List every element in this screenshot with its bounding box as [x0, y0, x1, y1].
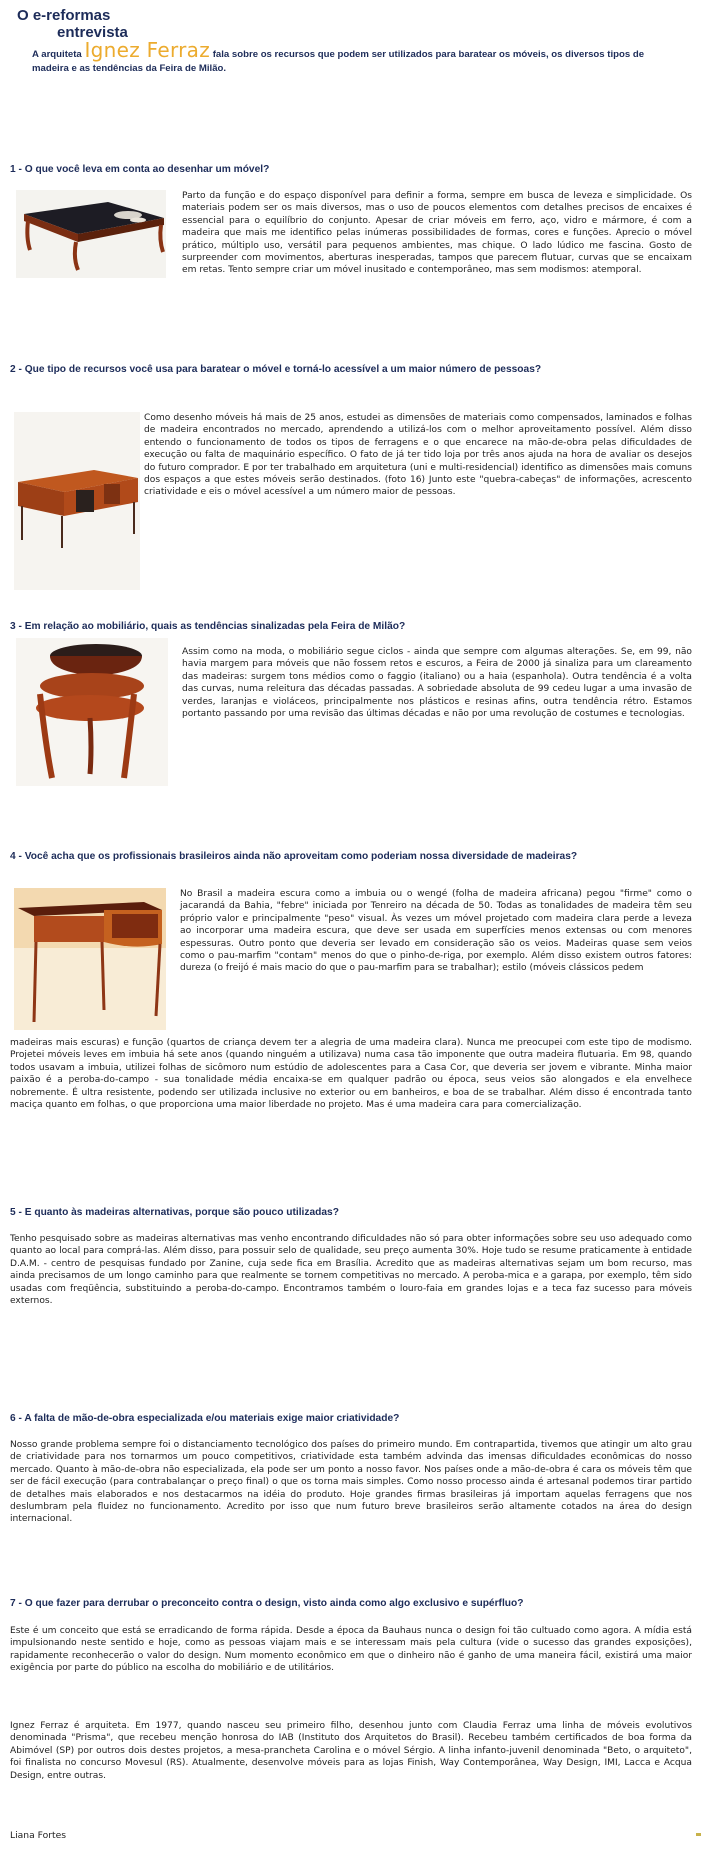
question-1: 1 - O que você leva em conta ao desenhar um móvel?: [10, 164, 270, 175]
question-2: 2 - Que tipo de recursos você usa para baratear o móvel e torná-lo acessível a um maior número de pessoas?: [10, 364, 542, 375]
question-5: 5 - E quanto às madeiras alternativas, porque são pouco utilizadas?: [10, 1207, 339, 1218]
question-7: 7 - O que fazer para derrubar o preconceito contra o design, visto ainda como algo exclusivo e supérfluo?: [10, 1598, 524, 1609]
answer-3: Assim como na moda, o mobiliário segue ciclos - ainda que sempre com algumas alterações. Se, em 99, não havia margem para móveis que não fossem retos e escuros, a Feira de 2000 já sinaliza para um clareamento das madeiras: surgem tons médios como o faggio (italiano) ou a haia (espanhola). Outra tendência é a volta das curvas, numa releitura das décadas passadas. A sobriedade absoluta de 99 cedeu lugar a uma invasão de verdes, laranjas e violáceos, principalmente nos plásticos e resinas afins, outra tendência rétro. Estamos portanto passando por uma revisão das últimas décadas e não por uma revolução de costumes e tecnologias.: [182, 647, 692, 720]
intro-lead: A arquiteta: [32, 49, 82, 60]
interviewee-name: Ignez Ferraz: [84, 38, 211, 62]
answer-7: Este é um conceito que está se erradicando de forma rápida. Desde a época da Bauhaus nunca o design foi tão cultuado como agora. A mídia está impulsionando neste sentido e hoje, como as pessoas viajam mais e se interessam mais pela cultura (vide o sucesso das grandes exposições), rapidamente reconhecerão o valor do design. Num momento econômico em que o dinheiro não é ganho de uma maneira fácil, existirá uma maior exigência por parte do público na escolha do mobiliário e de utilitários.: [10, 1626, 692, 1674]
site-subtitle: entrevista: [57, 24, 128, 41]
question-3: 3 - Em relação ao mobiliário, quais as tendências sinalizadas pela Feira de Milão?: [10, 621, 406, 632]
author-signature: Liana Fortes: [10, 1830, 67, 1841]
answer-6: Nosso grande problema sempre foi o distanciamento tecnológico dos países do primeiro mundo. Em contrapartida, tivemos que atingir um alto grau de criatividade para nos tornarmos um pouco competitivos, criatividade esta também advinda das imensas dificuldades econômicas do nosso mercado. Quanto à mão-de-obra não especializada, ela pode ser um ponto a nosso favor. Nos países onde a mão-de-obra é cara os móveis têm que ser de fácil execução (para contrabalançar o preço final) o que os torna mais simples. Como nosso processo ainda é artesanal podemos tirar partido de detalhes mais elaborados e nos destacarmos na idéia do produto. Hoje grandes firmas brasileiras já importam aquelas ferragens que nos deslumbram pela fluidez no funcionamento. Acredito por isso que num futuro breve brasileiros serão altamente cotados na área do design internacional.: [10, 1440, 692, 1525]
answer-1: Parto da função e do espaço disponível para definir a forma, sempre em busca de leveza e simplicidade. Os materiais podem ser os mais diversos, mas o uso de poucos elementos com detalhes precisos de encaixes é essencial para o equilíbrio do conjunto. Apesar de criar móveis em ferro, aço, vidro e mármore, é com a madeira que mais me identifico pelas inúmeras possibilidades de formas, cores e funções. Aprecio o móvel prático, múltiplo uso, versátil para pequenos ambientes, mas chique. O lado lúdico me fascina. Gosto de surpreender com movimentos, aberturas inesperadas, tampos que parecem flutuar, curvas que se encaixam em retas. Tento sempre criar um móvel inusitado e contemporâneo, mas sem modismos: atemporal.: [182, 191, 692, 276]
author-bio: Ignez Ferraz é arquiteta. Em 1977, quando nasceu seu primeiro filho, desenhou junto com Claudia Ferraz uma linha de móveis evolutivos denominada "Prisma", que recebeu menção honrosa do IAB (Instituto dos Arquitetos do Brasil). Recebeu também certificados de boa forma da Abimóvel (SP) por outros dois destes projetos, a mesa-prancheta Carolina e o móvel Sérgio. A linha infanto-juvenil denominada "Beto, o arquiteto", foi finalista no concurso Movesul (RS). Atualmente, desenvolve móveis para as lojas Finish, Way Contemporânea, Way Design, IMI, Lacca e Acqua Design, entre outras.: [10, 1721, 692, 1781]
sideboard-photo: [14, 412, 140, 590]
answer-5: Tenho pesquisado sobre as madeiras alternativas mas venho encontrando dificuldades não só para obter informações sobre seu uso adequado como quanto ao local para comprá-las. Além disso, para possuir selo de qualidade, seu preço aumenta 30%. Hoje tudo se resume praticamente à entidade D.A.M. - centro de pesquisas fundado por Zanine, cuja sede fica em Brasília. Acredito que as madeiras alternativas sejam um bom recurso, mas ainda precisamos de um longo caminho para que realmente se tornem competitivas no mercado. A peroba-mica e a garapa, por exemplo, têm sido usadas com freqüência, substituindo a peroba-do-campo. Encontramos também o louro-faia em grandes lojas e a teca faz sucesso para móveis externos.: [10, 1234, 692, 1307]
intro-rest: fala sobre os recursos que podem ser utilizados para baratear os móveis, os diversos tipos de madeira e as tendências da Feira de Milão.: [32, 49, 645, 74]
coffee-table-photo: [16, 190, 166, 278]
decorative-mark-icon: [696, 1833, 701, 1836]
site-title: O e-reformas: [17, 7, 111, 24]
answer-2: Como desenho móveis há mais de 25 anos, estudei as dimensões de materiais como compensados, laminados e folhas de madeira encontrados no mercado, aprendendo a utilizá-los com o melhor aproveitamento possível. Além disso entendo o funcionamento de todos os tipos de ferragens e o que encarece na mão-de-obra pelas dificuldades de execução ou falta de maquinário específico. O fato de já ter tido loja por três anos ajuda na hora de avaliar os desejos do futuro comprador. E por ter trabalhado em arquitetura (uni e multi-residencial) identifico as dimensões mais comuns dos espaços a que estes móveis serão destinados. (foto 16) Junto este "quebra-cabeças" de informações, acrescento criatividade e eis o móvel acessível a um número maior de pessoas.: [144, 413, 692, 498]
intro-paragraph: [32, 38, 680, 76]
round-side-table-photo: [16, 638, 168, 786]
answer-4-side: No Brasil a madeira escura como a imbuia ou o wengé (folha de madeira africana) pegou "firme" como o jacarandá da Bahia, "febre" iniciada por Tenreiro na década de 50. Todas as tonalidades de madeira têm seu próprio valor e principalmente "peso" visual. Às vezes um móvel projetado com madeira clara perde a leveza ao incorporar uma madeira escura, que deve ser usada em superfícies menos extensas ou com menores espessuras. Outro ponto que deveria ser levado em consideração são os veios. Madeiras quase sem veios como o pau-marfim "contam" menos do que o pinho-de-riga, por exemplo. Além disso existem outros fatores: dureza (o freijó é mais macio do que o pau-marfim para se trabalhar); estilo (móveis clássicos pedem: [180, 889, 692, 974]
question-4: 4 - Você acha que os profissionais brasileiros ainda não aproveitam como poderiam nossa diversidade de madeiras?: [10, 851, 578, 862]
question-6: 6 - A falta de mão-de-obra especializada e/ou materiais exige maior criatividade?: [10, 1413, 400, 1424]
answer-4-full: madeiras mais escuras) e função (quartos de criança devem ter a alegria de uma madeira clara). Nunca me preocupei com este tipo de modismo. Projetei móveis leves em imbuia há sete anos (quando ninguém a utilizava) numa casa tão imponente que outra madeira flutuaria. Em 98, quando todos usavam a imbuia, utilizei folhas de sicômoro num estúdio de adolescentes para a Casa Cor, que deveria ser jovem e vibrante. Minha maior paixão é a peroba-do-campo - sua tonalidade média encaixa-se em qualquer padrão ou época, seus veios são alongados e ela envelhece nobremente. É ultra resistente, podendo ser utilizada inclusive no exterior ou em banheiros, e boa de se trabalhar. Além disso é encontrada tanto maciça quanto em folhas, o que proporciona uma maior liberdade no projeto. Mas é uma madeira cara para comercialização.: [10, 1038, 692, 1111]
desk-photo: [14, 888, 166, 1030]
